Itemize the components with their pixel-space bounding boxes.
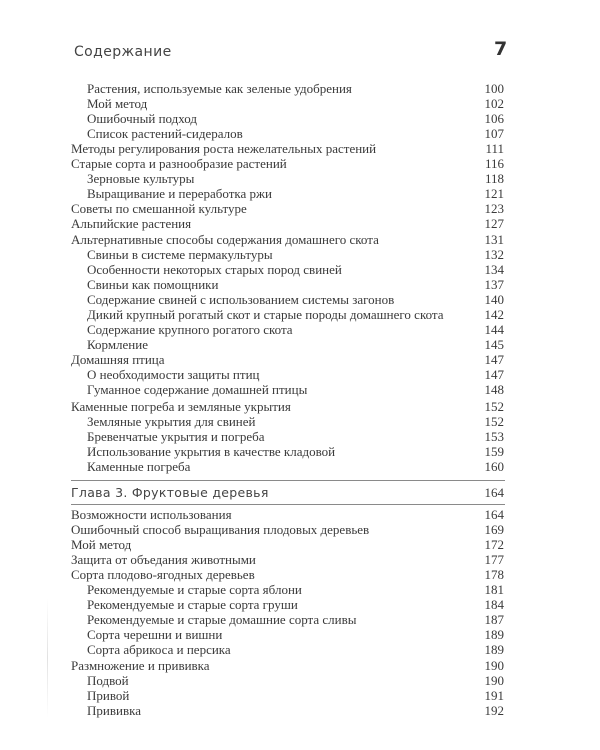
toc-entry-title: Подвой bbox=[87, 673, 129, 688]
toc-entry-page: 187 bbox=[484, 612, 504, 627]
toc-entry-page: 177 bbox=[484, 552, 504, 567]
toc-entry-page: 181 bbox=[484, 582, 504, 597]
toc-entry bbox=[0, 537, 600, 553]
toc-entry-title: Рекомендуемые и старые сорта яблони bbox=[87, 582, 302, 597]
toc-entry-page: 147 bbox=[484, 367, 504, 382]
toc-entry-page: 111 bbox=[485, 141, 504, 156]
toc-entry-title: Рекомендуемые и старые сорта груши bbox=[87, 597, 298, 612]
toc-entry bbox=[0, 703, 600, 719]
toc-chapter-heading bbox=[0, 485, 600, 501]
toc-entry-page: 127 bbox=[484, 216, 504, 231]
toc-entry-title: Прививка bbox=[87, 703, 141, 718]
toc-entry-page: 116 bbox=[484, 156, 504, 171]
toc-entry bbox=[0, 522, 600, 538]
toc-entry bbox=[0, 507, 600, 523]
toc-entry bbox=[0, 582, 600, 598]
toc-entry bbox=[0, 322, 600, 338]
toc-entry-page: 137 bbox=[484, 277, 504, 292]
toc-entry-page: 107 bbox=[484, 126, 504, 141]
toc-entry-page: 164 bbox=[484, 507, 504, 522]
toc-entry-title: Альтернативные способы содержания домашнего скота bbox=[71, 232, 379, 247]
toc-entry bbox=[0, 111, 600, 127]
toc-entry-page: 140 bbox=[484, 292, 504, 307]
toc-entry-title: Возможности использования bbox=[71, 507, 232, 522]
toc-entry bbox=[0, 367, 600, 383]
toc-entry bbox=[0, 292, 600, 308]
toc-entry-page: 190 bbox=[484, 658, 504, 673]
toc-entry-title: Содержание крупного рогатого скота bbox=[87, 322, 293, 337]
toc-entry bbox=[0, 307, 600, 323]
toc-entry-page: 147 bbox=[484, 352, 504, 367]
toc-entry bbox=[0, 429, 600, 445]
toc-entry-title: Советы по смешанной культуре bbox=[71, 201, 247, 216]
toc-entry bbox=[0, 399, 600, 415]
toc-entry bbox=[0, 247, 600, 263]
toc-entry-page: 190 bbox=[484, 673, 504, 688]
toc-entry-title: Привой bbox=[87, 688, 130, 703]
toc-entry bbox=[0, 597, 600, 613]
toc-entry bbox=[0, 141, 600, 157]
toc-entry-title: Выращивание и переработка ржи bbox=[87, 186, 272, 201]
toc-entry-title: Свиньи в системе пермакультуры bbox=[87, 247, 273, 262]
toc-entry bbox=[0, 414, 600, 430]
toc-entry-title: Особенности некоторых старых пород свиней bbox=[87, 262, 342, 277]
toc-entry-page: 152 bbox=[484, 399, 504, 414]
toc-entry-title: Использование укрытия в качестве кладовой bbox=[87, 444, 336, 459]
toc-entry-page: 121 bbox=[484, 186, 504, 201]
chapter-divider-top bbox=[71, 480, 505, 481]
toc-entry-page: 131 bbox=[484, 232, 504, 247]
toc-entry-title: Ошибочный способ выращивания плодовых деревьев bbox=[71, 522, 370, 537]
toc-entry bbox=[0, 262, 600, 278]
toc-entry bbox=[0, 552, 600, 568]
toc-entry-title: О необходимости защиты птиц bbox=[87, 367, 260, 382]
toc-entry-title: Сорта абрикоса и персика bbox=[87, 642, 231, 657]
toc-entry-page: 172 bbox=[484, 537, 504, 552]
toc-entry-title: Альпийские растения bbox=[71, 216, 192, 231]
toc-entry bbox=[0, 232, 600, 248]
toc-entry-page: 102 bbox=[484, 96, 504, 111]
toc-entry-page: 189 bbox=[484, 642, 504, 657]
toc-entry-page: 144 bbox=[484, 322, 504, 337]
chapter-page: 164 bbox=[484, 485, 504, 500]
toc-entry-page: 148 bbox=[484, 382, 504, 397]
toc-entry bbox=[0, 277, 600, 293]
toc-entry-page: 189 bbox=[484, 627, 504, 642]
toc-entry-title: Методы регулирования роста нежелательных растений bbox=[71, 141, 377, 156]
toc-entry-title: Размножение и прививка bbox=[71, 658, 210, 673]
toc-entry bbox=[0, 612, 600, 628]
toc-entry bbox=[0, 444, 600, 460]
toc-entry bbox=[0, 352, 600, 368]
toc-entry-page: 160 bbox=[484, 459, 504, 474]
toc-entry-page: 132 bbox=[484, 247, 504, 262]
toc-entry-title: Зерновые культуры bbox=[87, 171, 195, 186]
toc-entry bbox=[0, 81, 600, 97]
toc-entry bbox=[0, 459, 600, 475]
toc-entry bbox=[0, 658, 600, 674]
chapter-divider-bottom bbox=[71, 504, 505, 505]
toc-entry-title: Защита от объедания животными bbox=[71, 552, 256, 567]
chapter-title: Глава 3. Фруктовые деревья bbox=[71, 485, 269, 500]
toc-entry-title: Мой метод bbox=[87, 96, 148, 111]
toc-entry-page: 153 bbox=[484, 429, 504, 444]
toc-entry bbox=[0, 673, 600, 689]
toc-entry-title: Бревенчатые укрытия и погреба bbox=[87, 429, 265, 444]
toc-entry-title: Сорта плодово-ягодных деревьев bbox=[71, 567, 255, 582]
toc-entry-page: 100 bbox=[484, 81, 504, 96]
toc-entry-page: 152 bbox=[484, 414, 504, 429]
toc-entry-title: Земляные укрытия для свиней bbox=[87, 414, 256, 429]
toc-entry-page: 134 bbox=[484, 262, 504, 277]
toc-entry bbox=[0, 627, 600, 643]
scan-edge-shadow bbox=[47, 598, 48, 718]
toc-entry-title: Гуманное содержание домашней птицы bbox=[87, 382, 308, 397]
toc-entry bbox=[0, 337, 600, 353]
toc-entry-title: Каменные погреба bbox=[87, 459, 191, 474]
toc-entry-page: 118 bbox=[484, 171, 504, 186]
toc-entry bbox=[0, 156, 600, 172]
page-number: 7 bbox=[494, 38, 508, 60]
toc-entry-title: Домашняя птица bbox=[71, 352, 165, 367]
toc-entry-title: Ошибочный подход bbox=[87, 111, 198, 126]
toc-entry-title: Растения, используемые как зеленые удобрения bbox=[87, 81, 352, 96]
toc-entry-page: 192 bbox=[484, 703, 504, 718]
toc-entry-title: Рекомендуемые и старые домашние сорта сливы bbox=[87, 612, 357, 627]
toc-entry-page: 159 bbox=[484, 444, 504, 459]
toc-entry-page: 191 bbox=[484, 688, 504, 703]
toc-entry-title: Содержание свиней с использованием системы загонов bbox=[87, 292, 395, 307]
toc-entry bbox=[0, 642, 600, 658]
running-head-title: Содержание bbox=[74, 44, 172, 60]
toc-entry-page: 145 bbox=[484, 337, 504, 352]
toc-entry bbox=[0, 201, 600, 217]
toc-entry-page: 169 bbox=[484, 522, 504, 537]
toc-entry-title: Дикий крупный рогатый скот и старые породы домашнего скота bbox=[87, 307, 444, 322]
toc-entry-title: Свиньи как помощники bbox=[87, 277, 219, 292]
toc-entry-page: 178 bbox=[484, 567, 504, 582]
toc-entry bbox=[0, 186, 600, 202]
toc-entry-title: Список растений-сидералов bbox=[87, 126, 243, 141]
toc-entry-page: 123 bbox=[484, 201, 504, 216]
toc-entry bbox=[0, 382, 600, 398]
toc-entry bbox=[0, 171, 600, 187]
toc-entry-page: 142 bbox=[484, 307, 504, 322]
toc-entry-title: Старые сорта и разнообразие растений bbox=[71, 156, 287, 171]
toc-entry-page: 106 bbox=[484, 111, 504, 126]
toc-entry bbox=[0, 96, 600, 112]
toc-entry bbox=[0, 126, 600, 142]
toc-entry-title: Мой метод bbox=[71, 537, 132, 552]
toc-entry bbox=[0, 688, 600, 704]
toc-entry-title: Сорта черешни и вишни bbox=[87, 627, 223, 642]
toc-entry bbox=[0, 216, 600, 232]
toc-entry-page: 184 bbox=[484, 597, 504, 612]
toc-entry-title: Кормление bbox=[87, 337, 148, 352]
toc-entry-title: Каменные погреба и земляные укрытия bbox=[71, 399, 291, 414]
toc-entry bbox=[0, 567, 600, 583]
